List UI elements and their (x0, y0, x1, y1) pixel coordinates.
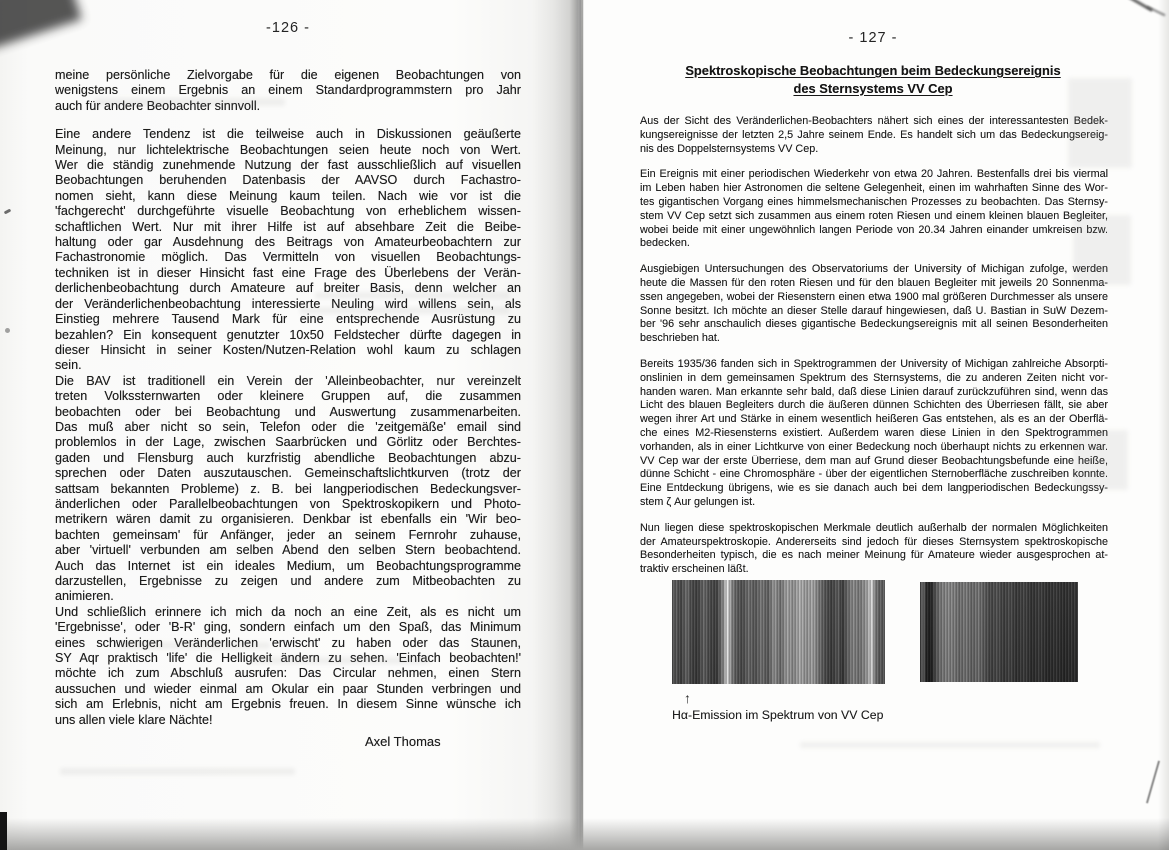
text-line: Wer die ständig zunehmende Nutzung der fast ausschließlich auf visuellen (55, 158, 521, 173)
text-line: sich am Erlebnis, nicht am Ergebnis freuen. In diesem Sinne wünsche ich (55, 697, 521, 712)
author-signature: Axel Thomas (365, 734, 441, 749)
text-line: änderlichen oder Parallelbeobachtungen von Spektroskopikern und Photo- (55, 496, 521, 511)
text-line: Meinung, nur lichtelektrische Beobachtungen seien heute noch von Wert. (55, 142, 521, 157)
text-line: animieren. (55, 589, 114, 604)
paragraph (55, 127, 521, 374)
text-line: nis des Doppelsternsystems VV Cep. (640, 142, 819, 155)
text-line: dünne Schicht - eine Chromosphäre - über der eigentlichen Sternoberfläche zuschreiben konnte. (640, 468, 1108, 481)
scan-bottom-shadow (0, 818, 1169, 850)
text-line: handen waren. Man erkannte sehr bald, daß diese Linien darauf zurückzuführen sind, wenn das (640, 385, 1108, 398)
paragraph (640, 263, 1108, 346)
page-126-body-text (55, 68, 521, 728)
text-line: dieser Hinsicht in seiner Kosten/Nutzen-Relation wohl kaum zu schlagen (55, 342, 521, 357)
text-line: gaden und Flensburg auch kurzfristig abendliche Beobachtungen abzu- (55, 450, 521, 465)
article-title-line-2: des Sternsystems VV Cep (793, 80, 953, 96)
spectrum-strip-left (672, 580, 885, 684)
paragraph (55, 605, 521, 728)
text-line: wegen ihrer Art und Stärke in einem wesentlich heißeren Gas entstehen, als es an der Oberflä- (640, 413, 1108, 426)
text-line: Die BAV ist traditionell ein Verein der 'Alleinbeobachter, nur vereinzelt (55, 373, 521, 388)
text-line: aber 'virtuell' verbunden am selben Abend den selben Stern beobachtend. (55, 543, 521, 558)
page-127-body-text (640, 115, 1108, 577)
text-line: Auch das Internet ist ein ideales Medium, um Beobachtungsprogramme (55, 558, 521, 573)
text-line: heute die Massen für den roten Riesen und für den blauen Begleiter mit jeweils 20 Sonnenma- (640, 276, 1108, 289)
text-line: beschrieben hat. (640, 332, 720, 345)
article-title-line-1: Spektroskopische Beobachtungen beim Bedeckungsereignis (685, 63, 1061, 78)
binding-crease-line (581, 0, 583, 850)
text-line: ber '96 sehr anschaulich dieses gigantische Bedeckungsereignis mit all seinen Besonderheiten (640, 318, 1108, 331)
text-line: im Leben haben hier Astronomen die seltene Gelegenheit, einen im wahrhaften Sinne des Wor- (640, 182, 1108, 195)
text-line: tes gigantischen Vorgang eines himmelsmechanischen Prozesses zu beobachten. Das Sternsy- (640, 195, 1108, 208)
scan-edge-mark (0, 812, 7, 850)
text-line: aussuchen und wieder einmal am Okular ein paar Stunden verbringen und (55, 681, 521, 696)
text-line: bachten gemeinsam' für Anfänger, jeder an seinem Fernrohr zuhause, (55, 527, 521, 542)
text-line: SY Aqr praktisch 'life' die Helligkeit ändern zu sehen. 'Einfach beobachten!' (55, 651, 521, 666)
text-line: Das muß aber nicht so sein, Telefon oder die 'zeitgemäße' email sind (55, 419, 521, 434)
text-line: der Amateurspektroskopie. Andererseits sind jedoch für dieses Sternsystem spektroskopische (640, 535, 1108, 548)
text-line: meine persönliche Zielvorgabe für die eigenen Beobachtungen von (55, 68, 521, 82)
text-line: eines schwierigen Veränderlichen 'erwischt' zu haben oder das Staunen, (55, 635, 521, 650)
page-number-right: - 127 - (848, 30, 898, 46)
text-line: che eines M2-Riesensterns existiert. Außerdem waren diese Linien in den Spektrogrammen (640, 426, 1108, 439)
text-line: Besonderheiten typisch, die es nach meiner Meinung für Amateure wieder ausgesprochen at- (640, 549, 1108, 562)
text-line: uns allen viele klare Nächte! (55, 712, 213, 727)
text-line: metrikern wären damit zu organisieren. Denkbar ist ebenfalls ein 'Wir beo- (55, 512, 521, 527)
paragraph (640, 115, 1108, 156)
text-line: nomen sieht, kann diese Meinung kaum teilen. Nach wie vor ist die (55, 188, 521, 203)
text-line: sattsam bekannten Probleme) z. B. bei langperiodischen Bedeckungsver- (55, 481, 521, 496)
page-edge-shadow (1158, 0, 1169, 850)
text-line: schaftlichen Wert. Nur mit ihrer Hilfe ist auf absehbare Zeit die Beibe- (55, 219, 521, 234)
page-127 (578, 0, 1169, 850)
up-arrow-marker: ↑ (684, 690, 691, 706)
text-line: stem ζ Aur gelungen ist. (640, 495, 756, 508)
text-line: Bereits 1935/36 fanden sich in Spektrogrammen der University of Michigan zahlreiche Absorpti- (640, 357, 1108, 370)
text-line: Eine Entdeckung übrigens, wie es sie danach auch bei dem langperiodischen Bedeckungssy- (640, 482, 1108, 495)
text-line: VV Cep war der erste Überriese, dem man auf Grund dieser Beobachtungsbefunde eine heiße, (640, 454, 1108, 467)
text-line: traktiv erscheinen läßt. (640, 563, 749, 576)
text-line: treten Volkssternwarten oder kleinere Gruppen auf, die zusammen (55, 389, 521, 404)
text-line: wobei beide mit einer ungewöhnlich langen Periode von 20.34 Jahren einander umkreisen bzw. (640, 223, 1108, 236)
page-number-left: -126 - (266, 20, 310, 36)
text-line: vorhanden, als in einer Lichtkurve von einer Bedeckung noch überhaupt nichts zu erkennen war. (640, 440, 1108, 453)
text-line: der Veränderlichenbeobachtung interessierte Neuling wird willens sein, als (55, 296, 521, 311)
paragraph (640, 168, 1108, 251)
scan-edge-mark (5, 328, 10, 333)
text-line: wenigstens einem Ergebnis an einem Standardprogrammstern pro Jahr (55, 83, 521, 98)
text-line: haltung oder gar Ausdehnung des Beitrags von Amateurbeobachtern zur (55, 235, 521, 250)
text-line: derlichenbeobachtung durch Amateure auf breiter Basis, denn welcher an (55, 281, 521, 296)
text-line: 'fachgerecht' durchgeführte visuelle Beobachtung von erheblichem wissen- (55, 204, 521, 219)
article-title (640, 62, 1106, 97)
paragraph (640, 522, 1108, 577)
paragraph (55, 374, 521, 605)
text-line: sein. (55, 358, 82, 373)
text-line: Licht des blauen Begleiters durch die äußeren dünnen Schichten des Überriesen fällt, sie aber (640, 399, 1108, 412)
text-line: stem VV Cep setzt sich zusammen aus einem roten Riesen und einem kleinen blauen Begleiter, (640, 209, 1108, 222)
text-line: darzustellen, Ergebnisse zu zeigen und andere zum Mitbeobachten zu (55, 574, 521, 588)
text-line: 'Ergebnisse', oder 'B-R' ging, sondern einfach um den Spaß, das Minimum (55, 620, 521, 635)
text-line: Und schließlich erinnere ich mich da noch an eine Zeit, als es nicht um (55, 604, 521, 619)
text-line: Einstieg mehrere Tausend Mark für eine entsprechende Ausrüstung zu (55, 312, 521, 327)
text-line: kungsereignisse der letzten 2,5 Jahre seinem Ende. Es handelt sich um das Bedeckungsereig- (640, 128, 1108, 141)
paragraph (55, 68, 521, 114)
text-line: Beobachtungen beruhenden Datenbasis der AAVSO durch Fachastro- (55, 173, 521, 188)
text-line: Eine andere Tendenz ist die teilweise auch in Diskussionen geäußerte (55, 127, 521, 142)
text-line: Ein Ereignis mit einer periodischen Wiederkehr von etwa 20 Jahren. Bestenfalls drei bis viermal (640, 168, 1108, 181)
text-line: techniken ist in dieser Hinsicht fast eine Frage des Überlebens der Verän- (55, 265, 521, 280)
text-line: beobachten oder bei Beobachtung und Auswertung zusammenarbeiten. (55, 404, 521, 419)
figure-caption: Hα-Emission im Spektrum von VV Cep (672, 708, 884, 722)
text-line: sprechen oder Daten auszutauschen. Gemeinschaftslichtkurven (trotz der (55, 466, 521, 481)
text-line: Nun liegen diese spektroskopischen Merkmale deutlich außerhalb der normalen Möglichkeiten (640, 521, 1108, 534)
text-line: Fachastronomie möglich. Das Vermitteln von visuellen Beobachtungs- (55, 250, 521, 265)
text-line: Aus der Sicht des Veränderlichen-Beobachters nähert sich eines der interessantesten Bedek- (640, 115, 1108, 127)
text-line: Ausgiebigen Untersuchungen des Observatoriums der University of Michigan zufolge, werden (640, 263, 1108, 276)
page-126 (0, 0, 578, 850)
text-line: onslinien in dem gemeinsamen Spektrum des Sternsystems, die zu anderen Zeiten nicht vor- (640, 371, 1108, 384)
text-line: Sonne besitzt. Ich möchte an dieser Stelle darauf hingewiesen, daß U. Bastian in SuW Dezem- (640, 304, 1108, 317)
text-line: auch für andere Beobachter sinnvoll. (55, 98, 261, 113)
text-line: bezahlen? Ein konsequent genutzter 10x50 Feldstecher dürfte dagegen in (55, 327, 521, 342)
text-line: problemlos in der Lage, zwischen Saarbrücken und Görlitz oder Berchtes- (55, 435, 521, 450)
text-line: möchte ich zum Abschluß ausrufen: Das Circular nehmen, einen Stern (55, 666, 521, 681)
spectrum-strip-right (920, 582, 1078, 682)
text-line: ssen angegeben, wobei der Riesenstern einen etwa 1900 mal größeren Durchmesser als unsere (640, 290, 1108, 303)
text-line: bedecken. (640, 237, 690, 250)
paragraph (640, 358, 1108, 510)
